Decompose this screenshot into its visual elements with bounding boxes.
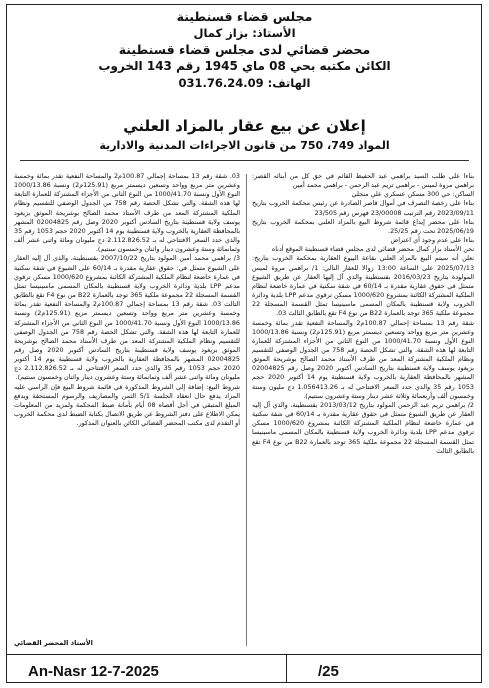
- paragraph: نحن الأستاذ بزاز كمال محضر قضائي لدى مجلس قضاء قسنطينة الموقع أدناه: [271, 245, 474, 254]
- paragraph: بناءا على محضر إيداع قائمة شروط البيع بالمزاد العلني بمحكمة الخروب بتاريخ 2025/06/19 تحت رقم 25/25.: [252, 217, 474, 235]
- notice-title: إعلان عن بيع عقار بالمزاد العلني: [123, 117, 366, 135]
- column-divider: [246, 174, 247, 646]
- page-number: /25: [318, 663, 339, 680]
- right-column: [252, 172, 474, 648]
- paragraph: شروط البيع: إضافة إلى الشروط المذكورة في قائمة شروط البيع فإن الراسي عليه المزاد يدفع حال انعقاد الجلسة 5/1 الثمن والمصاريف والرسوم المستحقة ويدفع المبلغ المتبقي في أجل أقصاه 08 أيام بأمانة ضبط المحكمة ولمزيد من المعلومات يمكن الاطلاع على دفتر الشروط عن طريق الاتصال بكتابة الضبط لدى محكمة الخروب أو التقدم لدى مكتب المحضر القضائي الكائن بالعنوان المذكور.: [14, 382, 240, 428]
- phone-number: الهاتف: 031.76.24.09: [178, 76, 311, 90]
- paragraph: بناءا على رخصة التصرف في أموال قاصر الصادرة عن رئيس محكمة الخروب بتاريخ 2023/09/11 رقم الترتيب 23/00008 فهرس رقم 23/505: [252, 199, 474, 217]
- paragraph: شقة رقم 13 بمساحة إجمالي 100.87م2 والمساحة النفعية تقدر بمائة وخمسة وعشرين متر مربع وواحد وتسعين ديسمتر مربع (125.91م2) ونسبة 1000/13.86 النوع الأول ونسبة 1000/41.70 من النوع الثاني من الأجزاء المشتركة للعمارة التابعة لها هذه الشقة. والتي تشكل الحصة رقم 758 من الجدول الوصفي للتقسيم ونظام الملكية المشتركة المعد من طرف الأستاذ محمد الصالح بوشريحة الموثق بزيغود يوسف ولاية قسنطينة بتاريخ السادس أكتوبر 2020 وصل رقم 02004825 المشهر بالمحافظة العقارية بالخروب ولاية قسنطينة يوم 14 أكتوبر 2020 حجم 1053 رقم 35 والذي حدد السعر الافتتاحي له بـ 1.056413.26 دج مليون وستة وخمسون ألف وأربعمائة وثلاثة عشر دينار وستة وعشرون سنتيم).: [252, 318, 474, 400]
- paragraph: 2/ براهمي تريم عبد الرحمن المولود بتاريخ 2013/03/12 بقسنطينة، والذي آل إليه العقار عن طريق الشيوع متمثل في حقوق عقارية مقدرة بـ 60/14 في شقة سكنية في عمارة خاضعة لنظام الملكية المشتركة الكائنة بمشروع 1000/620 مسكن ترقوي مدعم LPP بلدية ودائرة الخروب ولاية قسنطينة بالمكان المسمى ماسينيسا تمثل القسمة المسجلة 22 مجموعة ملكية 365 توجد بالعمارة B22 من نوع F4 تقع بالطابق الثالث: [252, 400, 474, 455]
- title-rule: [20, 160, 469, 161]
- paragraph: 03. شقة رقم 13 بمساحة إجمالي 100.87م2 والمساحة النفعية تقدر بمائة وخمسة وعشرين متر مربع وواحد وتسعين ديسمتر مربع (125.91م2) ونسبة 1000/13.86 النوع الأول ونسبة 1000/41.70 من النوع الثاني من الأجزاء المشتركة للعمارة التابعة لها هذه الشقة. والتي تشكل الحصة رقم 758 من الجدول الوصفي للتقسيم ونظام الملكية المشتركة المعد من طرف الأستاذ محمد الصالح بوشريحة الموثق بزيغود يوسف ولاية قسنطينة بتاريخ السادس أكتوبر 2020 وصل رقم 02004825 المشهر بالمحافظة العقارية بالخروب ولاية قسنطينة يوم 14 أكتوبر 2020 حجم 1053 رقم 35 والذي حدد السعر الافتتاحي له بـ 2.112.826.52 دج مليونان ومائة واثنى عشر ألف وثمانمائة وستة وعشرون دينار واثنان وخمسون سنتيم).: [14, 172, 240, 254]
- court-office: مجلس قضاء قسنطينة: [176, 9, 313, 24]
- paragraph: نعلن أنه سيتم البيع بالمزاد العلني بقاعة البيوع العقارية بمحكمة الخروب بتاريخ: 2025/07/13 على الساعة 13:00 زوالا للعقار التالي: 1/ براهمي مروة لميس المولودة بتاريخ 2016/03/23 بقسنطينة والذي آل إليها العقار عن طريق الشيوع متمثل في حقوق عقارية مقدرة بـ 60/14 في شقة سكنية في عمارة خاضعة لنظام الملكية المشتركة الكائنة بمشروع 1000/620 مسكن ترقوي مدعم LPP بلدية ودائرة الخروب ولاية قسنطينة بالمكان المسمى ماسينيسا تمثل القسمة المسجلة 22 مجموعة ملكية 365 توجد بالعمارة B22 من نوع F4 تقع بالطابق الثالث 03.: [252, 254, 474, 318]
- paragraph: 3/ براهمي محمد أمين المولود بتاريخ 2007/10/22 بقسنطينة، والذي آل إليه العقار على الشيوع متمثل في: حقوق عقارية مقدرة بـ 60/14 على الشيوع في شقة سكنية في عمارة خاضعة لنظام الملكية المشتركة الكائنة بمشروع 1000/620 مسكن ترقوي مدعم LPP بلدية ودائرة الخروب ولاية قسنطينة بالمكان المسمى ماسينيسا تمثل القسمة المسجلة 22 مجموعة ملكية 365 توجد بالعمارة B22 من نوع F4 تقع بالطابق الثالث 03. شقة رقم 13 بمساحة إجمالي 100.87م2 والمساحة النفعية تقدر بمائة وخمسة وعشرين متر مربع وواحد وتسعين ديسمتر مربع (125.91م2) ونسبة 1000/13.86 النوع الأول ونسبة 1000/41.70 من النوع الثاني من الأجزاء المشتركة للعمارة التابعة لها هذه الشقة. والتي تشكل الحصة رقم 758 من الجدول الوصفي للتقسيم ونظام الملكية المشتركة المعد من طرف الأستاذ محمد الصالح بوشريحة الموثق بزيغود يوسف ولاية قسنطينة بتاريخ السادس أكتوبر 2020 وصل رقم 02004825 المشهر بالمحافظة العقارية بالخروب ولاية قسنطينة يوم 14 أكتوبر 2020 حجم 1053 رقم 35 والذي حدد السعر الافتتاحي له بـ 2.112.826.52 دج مليونان ومائة واثنى عشر ألف وثمانمائة وستة وعشرون دينار واثنان وخمسون سنتيم).: [14, 254, 240, 382]
- notice-subtitle: المواد 749، 750 من قانون الاجراءات المدنية والادارية: [99, 139, 390, 152]
- paragraph: بناءا على طلب السيد براهمي عبد الحفيظ القائم في حق كل من أبنائه القصر: براهمي مروة لميس - براهمي تريم عبد الرحمن - براهمي محمد أمين: [252, 172, 474, 190]
- signature: الأستاذ المحضر القضائي: [14, 639, 93, 647]
- office-address: الكائن مكتبه بحي 08 ماي 1945 رقم 143 الخروب: [98, 59, 391, 73]
- notice-header: [60, 8, 429, 92]
- paragraph: الساكن: حي 300 مسكن عسكري علي منجلي: [351, 190, 474, 199]
- bailiff-title: محضر قضائي لدى مجلس قضاء قسنطينة: [118, 42, 371, 57]
- left-column: [14, 172, 240, 634]
- paragraph: بناءا على عدم وجود أي اعتراض: [390, 236, 474, 245]
- bailiff-name: الأستاذ: بزاز كمال: [193, 26, 296, 40]
- footer-separator: [286, 655, 287, 682]
- newspaper-date: An-Nasr 12-7-2025: [28, 663, 159, 680]
- page-footer: [6, 654, 482, 683]
